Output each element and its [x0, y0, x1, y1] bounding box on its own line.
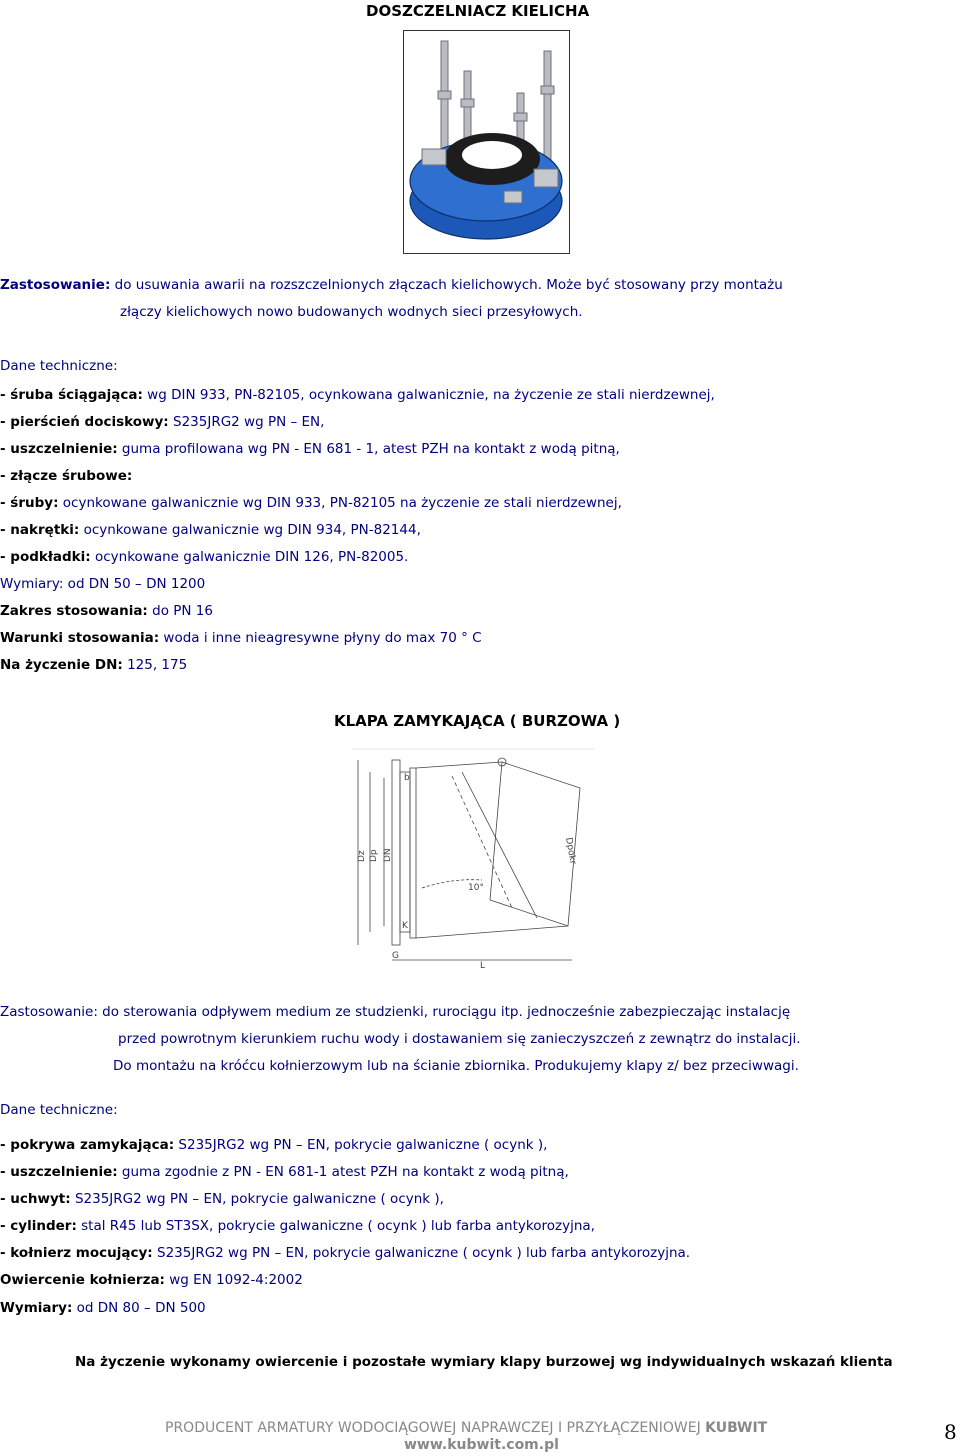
spec-line	[0, 414, 324, 430]
conditions-line	[0, 630, 482, 646]
tech-data-heading-2: Dane techniczne:	[0, 1102, 118, 1118]
spec-label: - podkładki:	[0, 549, 91, 565]
range-text: do PN 16	[147, 603, 213, 619]
spec-line	[0, 549, 408, 565]
dim-label-b: b	[404, 773, 410, 783]
spec-label: - pokrywa zamykająca:	[0, 1137, 175, 1153]
dim-label-k: K	[402, 921, 408, 931]
spec-label: - kołnierz mocujący:	[0, 1245, 153, 1261]
page-number: 8	[944, 1420, 957, 1444]
spec-text: guma zgodnie z PN - EN 681-1 atest PZH na kontakt z wodą pitną,	[117, 1164, 569, 1180]
spec-text: ocynkowane galwanicznie wg DIN 934, PN-82144,	[79, 522, 421, 538]
product-photo-doszczelniacz	[403, 30, 570, 254]
usage2-line-1	[0, 1004, 790, 1020]
spec-line	[0, 1245, 690, 1261]
spec-text: S235JRG2 wg PN – EN, pokrycie galwaniczne ( ocynk ),	[174, 1137, 548, 1153]
spec-text: ocynkowane galwanicznie DIN 126, PN-82005.	[90, 549, 409, 565]
spec-text: stal R45 lub ST3SX, pokrycie galwaniczne ( ocynk ) lub farba antykorozyjna,	[76, 1218, 595, 1234]
usage2-line-2: przed powrotnym kierunkiem ruchu wody i dostawaniem się zanieczyszczeń z zewnątrz do instalacji.	[118, 1031, 801, 1047]
dimensions-line	[0, 576, 205, 592]
spec-line	[0, 1191, 444, 1207]
usage2-text-1: do sterowania odpływem medium ze studzienki, rurociągu itp. jednocześnie zabezpieczając instalację	[97, 1004, 791, 1020]
dimensions2-text: od DN 80 – DN 500	[72, 1300, 206, 1316]
spec-text: ocynkowane galwanicznie wg DIN 933, PN-82105 na życzenie ze stali nierdzewnej,	[58, 495, 622, 511]
dim-label-g: G	[392, 951, 399, 961]
dimensions-label: Wymiary:	[0, 576, 64, 592]
dim-label-dpokr: Dpokr	[563, 836, 578, 866]
range-label: Zakres stosowania:	[0, 603, 148, 619]
spec-text: S235JRG2 wg PN – EN, pokrycie galwaniczne ( ocynk ),	[70, 1191, 444, 1207]
footer-producer-text: PRODUCENT ARMATURY WODOCIĄGOWEJ NAPRAWCZEJ I PRZYŁĄCZENIOWEJ	[165, 1420, 706, 1436]
custom-order-note: Na życzenie wykonamy owiercenie i pozostałe wymiary klapy burzowej wg indywidualnych wskazań klienta	[75, 1354, 893, 1370]
spec-line	[0, 468, 132, 484]
spec-label: - pierścień dociskowy:	[0, 414, 169, 430]
spec-line	[0, 522, 421, 538]
footer-url[interactable]: www.kubwit.com.pl	[404, 1437, 559, 1453]
dim-label-l: L	[480, 961, 486, 970]
spec-label: - cylinder:	[0, 1218, 77, 1234]
technical-drawing-klapa	[352, 748, 596, 970]
conditions-text: woda i inne nieagresywne płyny do max 70 ° C	[159, 630, 482, 646]
spec-line	[0, 1218, 595, 1234]
section-title-klapa: KLAPA ZAMYKAJĄCA ( BURZOWA )	[334, 712, 621, 730]
dimensions2-label: Wymiary:	[0, 1300, 73, 1316]
spec-label: - uszczelnienie:	[0, 1164, 118, 1180]
spec-label: - nakrętki:	[0, 522, 80, 538]
spec-label: - uszczelnienie:	[0, 441, 118, 457]
dim-label-dp: Dp	[369, 849, 379, 862]
klapa-drawing	[352, 748, 596, 970]
drilling-text: wg EN 1092-4:2002	[164, 1272, 303, 1288]
request-text: 125, 175	[122, 657, 188, 673]
dimensions2-line	[0, 1300, 206, 1316]
dim-label-dn: DN	[383, 848, 393, 862]
spec-line	[0, 1137, 547, 1153]
conditions-label: Warunki stosowania:	[0, 630, 160, 646]
spec-line	[0, 387, 715, 403]
spec-text: wg DIN 933, PN-82105, ocynkowana galwanicznie, na życzenie ze stali nierdzewnej,	[142, 387, 715, 403]
dim-label-dz: Dz	[357, 850, 367, 862]
usage-label: Zastosowanie:	[0, 277, 111, 293]
spec-label: - śruba ściągająca:	[0, 387, 143, 403]
doszczelniacz-illustration	[404, 31, 569, 253]
request-line	[0, 657, 187, 673]
spec-text: S235JRG2 wg PN – EN, pokrycie galwaniczne ( ocynk ) lub farba antykorozyjna.	[152, 1245, 691, 1261]
usage-text-1: do usuwania awarii na rozszczelnionych złączach kielichowych. Może być stosowany przy montażu	[114, 277, 783, 293]
section-title-doszczelniacz: DOSZCZELNIACZ KIELICHA	[366, 2, 590, 20]
usage-line-2: złączy kielichowych nowo budowanych wodnych sieci przesyłowych.	[120, 304, 583, 320]
usage-line-1	[0, 277, 783, 293]
spec-line	[0, 441, 620, 457]
drilling-line	[0, 1272, 303, 1288]
usage2-line-3: Do montażu na króćcu kołnierzowym lub na ścianie zbiornika. Produkujemy klapy z/ bez przeciwwagi.	[113, 1058, 799, 1074]
spec-text: S235JRG2 wg PN – EN,	[168, 414, 325, 430]
dim-label-angle: 10°	[468, 883, 484, 893]
range-line	[0, 603, 213, 619]
footer-brand: KUBWIT	[705, 1420, 768, 1436]
spec-label: - śruby:	[0, 495, 59, 511]
footer-producer	[165, 1420, 767, 1436]
tech-data-heading: Dane techniczne:	[0, 358, 118, 374]
spec-line	[0, 495, 622, 511]
usage2-label: Zastosowanie:	[0, 1004, 98, 1020]
dimensions-text: od DN 50 – DN 1200	[63, 576, 206, 592]
spec-line	[0, 1164, 569, 1180]
request-label: Na życzenie DN:	[0, 657, 123, 673]
spec-text: guma profilowana wg PN - EN 681 - 1, atest PZH na kontakt z wodą pitną,	[117, 441, 620, 457]
spec-label: - złącze śrubowe:	[0, 468, 133, 484]
drilling-label: Owiercenie kołnierza:	[0, 1272, 165, 1288]
spec-label: - uchwyt:	[0, 1191, 71, 1207]
